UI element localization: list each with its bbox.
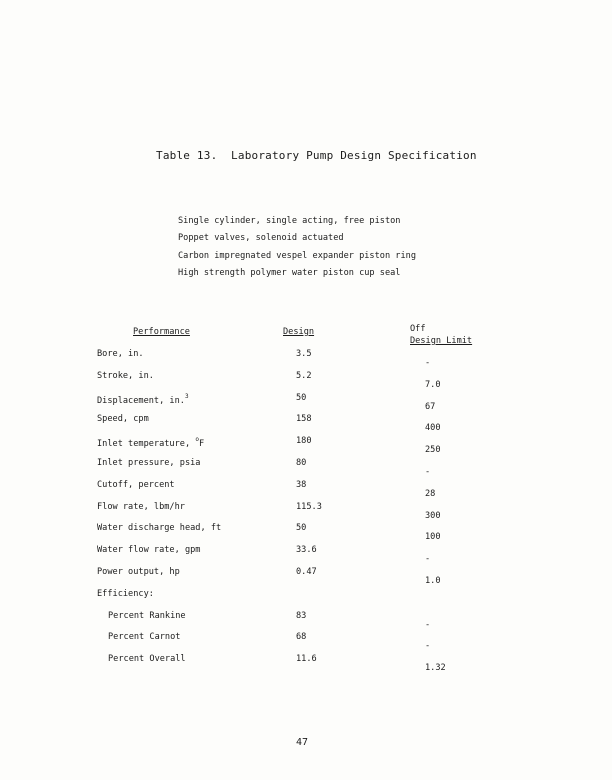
row-design-value: 180 (296, 436, 312, 447)
row-off-design-value: 250 (425, 445, 441, 456)
row-design-value: 50 (296, 523, 307, 534)
table-row (0, 545, 612, 565)
row-off-design-value: - (425, 619, 431, 630)
row-label-text: Displacement, in. (97, 395, 185, 406)
row-label (97, 480, 175, 490)
row-label-text: Inlet pressure, psia (97, 458, 201, 468)
row-off-design-value: 7.0 (425, 379, 441, 390)
row-label-text: Speed, cpm (97, 414, 149, 425)
row-label (97, 371, 154, 381)
row-off-design-value: - (425, 641, 431, 652)
table-row (0, 392, 612, 412)
row-label-text: Flow rate, lbm/hr (97, 501, 185, 512)
row-design-value: 5.2 (296, 370, 312, 381)
row-label (97, 458, 200, 468)
table-row (0, 501, 612, 521)
table-row (0, 589, 612, 605)
table-row (0, 479, 612, 499)
row-label (97, 545, 200, 555)
row-design-value: 50 (296, 392, 307, 403)
row-off-design-value: 300 (425, 510, 441, 521)
row-design-value: 0.47 (296, 567, 317, 577)
table-row (0, 414, 612, 434)
row-label (97, 414, 149, 424)
table-row (0, 370, 612, 390)
row-label (108, 632, 180, 642)
row-label (97, 502, 185, 512)
row-label (97, 393, 189, 406)
row-off-design-value: - (425, 358, 431, 368)
column-header-off-design-limit (410, 323, 472, 347)
row-off-design-value: 28 (425, 488, 436, 499)
column-header-off-line2: Design Limit (410, 336, 473, 346)
design-notes (178, 213, 416, 282)
row-design-value: 11.6 (296, 654, 317, 665)
note-line: Carbon impregnated vespel expander piston ring (178, 250, 416, 261)
row-label (97, 523, 221, 533)
table-row (0, 567, 612, 586)
row-label-text: Inlet temperature, (97, 439, 196, 450)
column-header-design: Design (283, 327, 315, 337)
row-label (97, 349, 144, 359)
row-design-value: 33.6 (296, 545, 317, 556)
row-design-value: 68 (296, 632, 307, 643)
row-off-design-value: - (425, 467, 431, 477)
row-label (97, 436, 204, 449)
row-off-design-value: - (425, 554, 431, 565)
row-label (97, 567, 180, 577)
table-row (0, 610, 612, 630)
table-row (0, 654, 612, 674)
row-label-text: Power output, hp (97, 567, 180, 577)
table-row (0, 349, 612, 368)
row-design-value: 83 (296, 610, 307, 621)
row-label (97, 589, 154, 599)
row-label-text: Efficiency: (97, 588, 154, 599)
row-off-design-value: 1.32 (425, 663, 446, 674)
column-header-performance: Performance (133, 327, 190, 337)
row-label-text: Bore, in. (97, 349, 144, 359)
row-label (108, 611, 186, 621)
row-label-text: Water discharge head, ft (97, 523, 222, 534)
row-off-design-value: 400 (425, 423, 441, 434)
note-line: Single cylinder, single acting, free piston (178, 216, 401, 226)
row-label-superscript: o (195, 436, 199, 444)
row-design-value: 158 (296, 414, 312, 425)
row-label-text: Water flow rate, gpm (97, 545, 201, 556)
column-header-off-line1: Off (410, 324, 426, 334)
row-design-value: 80 (296, 458, 307, 468)
row-label-superscript: 3 (184, 392, 189, 400)
row-off-design-value: 67 (425, 401, 436, 412)
row-label-text: Stroke, in. (97, 370, 154, 381)
row-label-text: Cutoff, percent (97, 479, 175, 490)
row-design-value: 3.5 (296, 349, 312, 359)
row-label-text: Percent Rankine (108, 610, 186, 621)
row-off-design-value: 100 (425, 532, 441, 543)
note-line: High strength polymer water piston cup seal (178, 267, 401, 278)
page-number: 47 (296, 737, 309, 748)
table-row (0, 458, 612, 477)
row-design-value: 115.3 (296, 501, 322, 512)
table-title: Table 13. Laboratory Pump Design Specification (156, 149, 477, 162)
row-off-design-value: 1.0 (425, 576, 441, 586)
row-design-value: 38 (296, 479, 307, 490)
table-row (0, 632, 612, 652)
row-label-suffix: F (198, 439, 205, 450)
table-row (0, 436, 612, 456)
row-label-text: Percent Carnot (108, 632, 181, 643)
table-row (0, 523, 612, 543)
row-label (108, 654, 186, 664)
row-label-text: Percent Overall (108, 654, 186, 665)
note-line: Poppet valves, solenoid actuated (178, 233, 344, 244)
